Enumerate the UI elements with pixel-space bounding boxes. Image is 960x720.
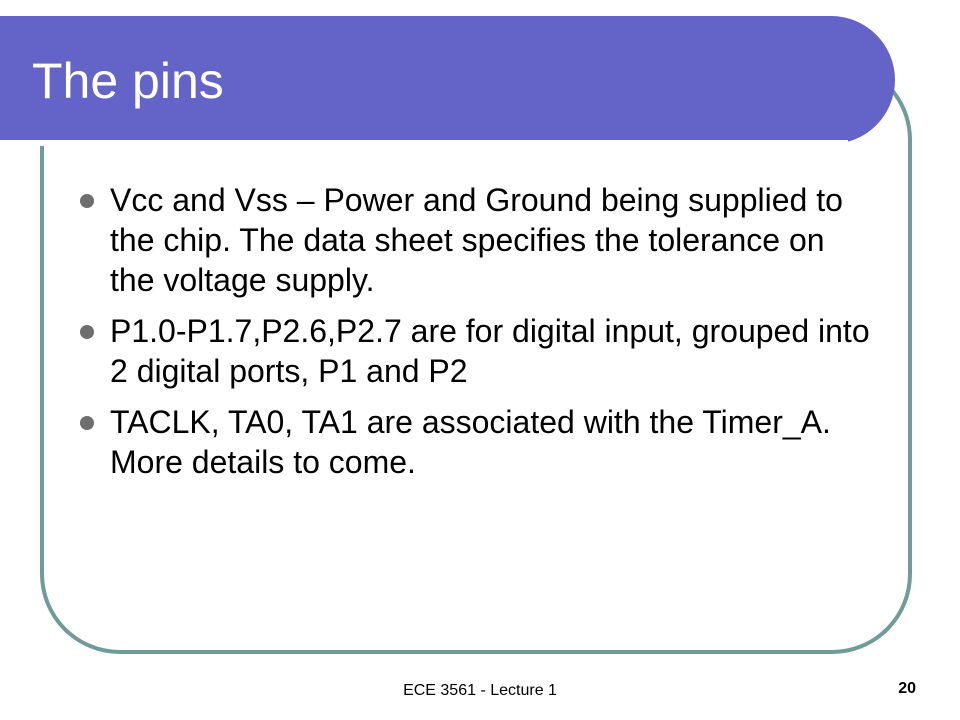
slide-title: The pins xyxy=(32,53,224,109)
page-number: 20 xyxy=(898,680,916,697)
title-underline xyxy=(0,140,848,146)
footer-text: ECE 3561 - Lecture 1 xyxy=(403,682,557,699)
bullet-item xyxy=(76,311,876,391)
bullet-item xyxy=(76,402,876,482)
bullet-list xyxy=(76,180,876,493)
bullet-dot-icon xyxy=(80,325,94,339)
bullet-dot-icon xyxy=(80,194,94,208)
bullet-dot-icon xyxy=(80,416,94,430)
bullet-text: TACLK, TA0, TA1 are associated with the Timer_A. More details to come. xyxy=(110,404,831,480)
title-bar xyxy=(0,16,895,144)
bullet-text: P1.0-P1.7,P2.6,P2.7 are for digital input, grouped into 2 digital ports, P1 and P2 xyxy=(110,313,870,389)
bullet-item xyxy=(76,180,876,300)
bullet-text: Vcc and Vss – Power and Ground being supplied to the chip. The data sheet specifies the tolerance on the voltage supply. xyxy=(110,182,843,298)
